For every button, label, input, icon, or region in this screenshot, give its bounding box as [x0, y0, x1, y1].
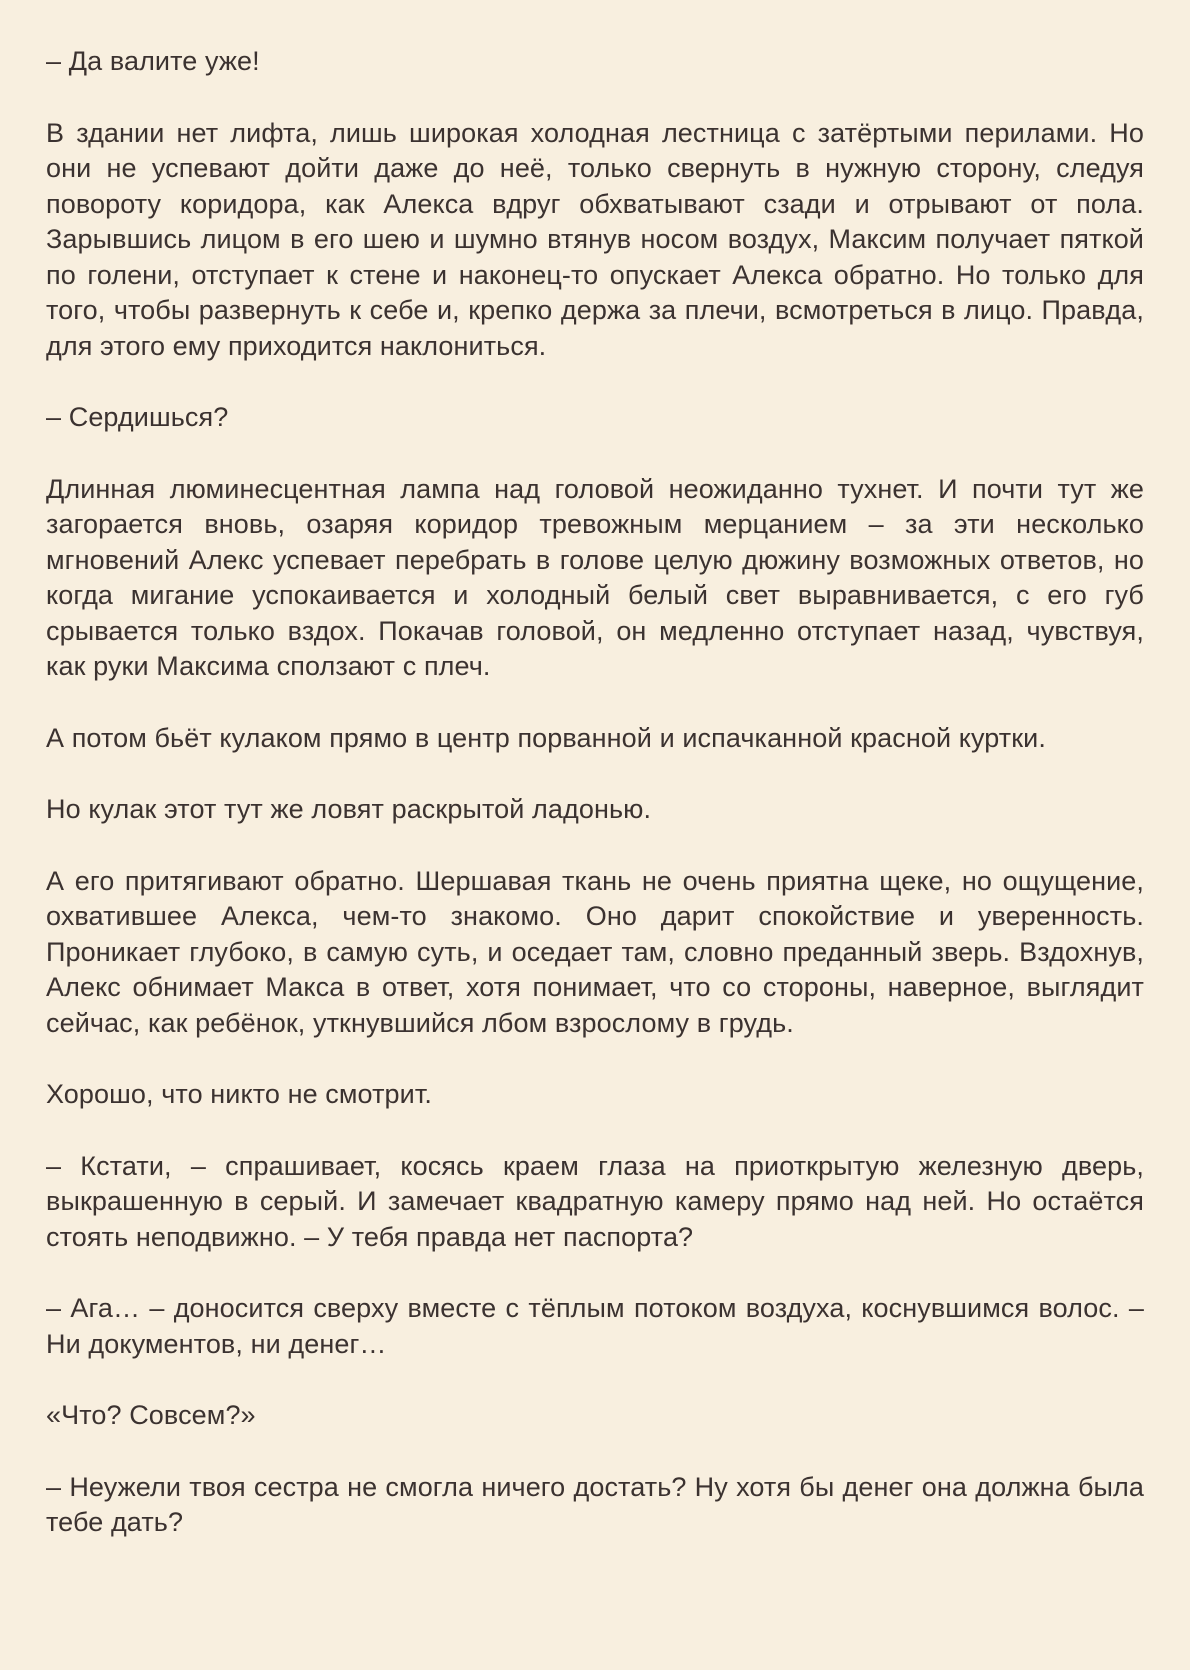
paragraph-9: – Кстати, – спрашивает, косясь краем глаза на приоткрытую железную дверь, выкрашенную в серый. И замечает квадратную камеру прямо над ней. Но остаётся стоять неподвижно. – У тебя правда нет паспорта?: [46, 1150, 1144, 1252]
paragraph-12: – Неужели твоя сестра не смогла ничего достать? Ну хотя бы денег она должна была тебе дать?: [46, 1471, 1144, 1537]
paragraph-3: – Сердишься?: [46, 402, 229, 432]
paragraph-5: А потом бьёт кулаком прямо в центр порванной и испачканной красной куртки.: [46, 722, 1046, 753]
paragraph-10: – Ага… – доносится сверху вместе с тёплым потоком воздуха, коснувшимся волос. – Ни документов, ни денег…: [46, 1293, 1144, 1359]
paragraph-4: Длинная люминесцентная лампа над головой неожиданно тухнет. И почти тут же загорается вновь, озаряя коридор тревожным мерцанием – за эти несколько мгновений Алекс успевает перебрать в голове целую дюжину возможных ответов, но когда мигание успокаивается и холодный белый свет выравнивается, с его губ срывается только вздох. Покачав головой, он медленно отступает назад, чувствуя, как руки Максима сползают с плеч.: [46, 473, 1144, 681]
paragraph-11: «Что? Совсем?»: [46, 1400, 256, 1430]
paragraph-8: Хорошо, что никто не смотрит.: [46, 1079, 432, 1109]
document-page: [46, 44, 1144, 1577]
paragraph-6: Но кулак этот тут же ловят раскрытой ладонью.: [46, 794, 652, 824]
paragraph-1: – Да валите уже!: [46, 46, 260, 76]
paragraph-7: А его притягивают обратно. Шершавая ткань не очень приятна щеке, но ощущение, охватившее Алекса, чем-то знакомо. Оно дарит спокойствие и уверенность. Проникает глубоко, в самую суть, и оседает там, словно преданный зверь. Вздохнув, Алекс обнимает Макса в ответ, хотя понимает, что со стороны, наверное, выглядит сейчас, как ребёнок, уткнувшийся лбом взрослому в грудь.: [46, 865, 1144, 1038]
paragraph-2: В здании нет лифта, лишь широкая холодная лестница с затёртыми перилами. Но они не успевают дойти даже до неё, только свернуть в нужную сторону, следуя повороту коридора, как Алекса вдруг обхватывают сзади и отрывают от пола. Зарывшись лицом в его шею и шумно втянув носом воздух, Максим получает пяткой по голени, отступает к стене и наконец-то опускает Алекса обратно. Но только для того, чтобы развернуть к себе и, крепко держа за плечи, всмотреться в лицо. Правда, для этого ему приходится наклониться.: [46, 117, 1144, 361]
